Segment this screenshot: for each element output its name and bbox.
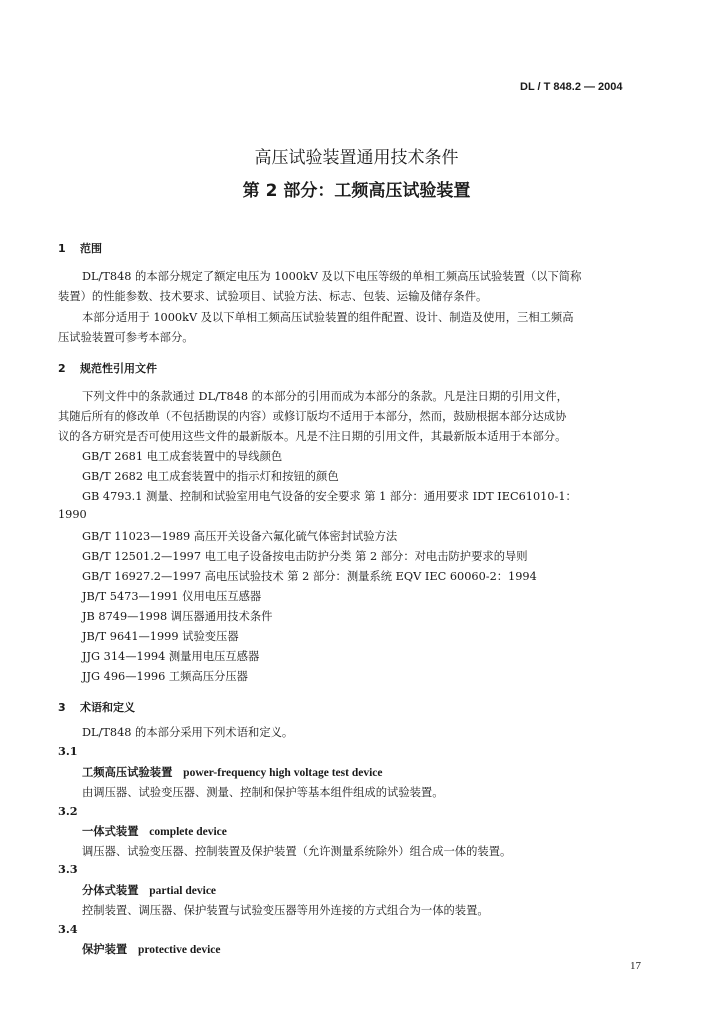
- title-line1: 高压试验装置通用技术条件: [254, 148, 459, 168]
- section-3-heading: [58, 699, 135, 715]
- section-2-heading: [58, 360, 157, 376]
- section-1-para2-line1: 本部分适用于 1000kV 及以下单相工频高压试验装置的组件配置、设计、制造及使用，三相工频高: [82, 311, 574, 324]
- term-en: protective device: [137, 944, 221, 956]
- term-number: 3.3: [58, 862, 78, 876]
- title-line2: 第 2 部分：工频高压试验装置: [242, 181, 471, 201]
- reference-item: JJG 496—1996 工频高压分压器: [82, 670, 248, 683]
- section-1-para2-line2: 压试验装置可参考本部分。: [58, 331, 194, 344]
- section-2-number: 2: [58, 362, 66, 375]
- section-1-number: 1: [58, 242, 66, 255]
- reference-item: GB/T 12501.2—1997 电工电子设备按电击防护分类 第 2 部分：对电击防护要求的导则: [82, 550, 528, 563]
- term-zh: 工频高压试验装置: [82, 765, 173, 779]
- term-definition: 控制装置、调压器、保护装置与试验变压器等用外连接的方式组合为一体的装置。: [82, 904, 489, 917]
- term-en: power-frequency high voltage test device: [183, 767, 383, 779]
- term-number: 3.4: [58, 922, 78, 936]
- reference-item-continuation: 1990: [58, 508, 87, 521]
- reference-item: GB/T 2681 电工成套装置中的导线颜色: [82, 450, 283, 463]
- section-3-title: 术语和定义: [80, 701, 135, 714]
- term-definition: 由调压器、试验变压器、测量、控制和保护等基本组件组成的试验装置。: [82, 786, 444, 799]
- term-definition: 调压器、试验变压器、控制装置及保护装置（允许测量系统除外）组合成一体的装置。: [82, 845, 512, 858]
- term-zh: 一体式装置: [82, 824, 139, 838]
- reference-item: GB/T 2682 电工成套装置中的指示灯和按钮的颜色: [82, 470, 339, 483]
- reference-item: JB/T 5473—1991 仪用电压互感器: [82, 590, 262, 603]
- reference-item: JB/T 9641—1999 试验变压器: [82, 630, 239, 643]
- term-number: 3.2: [58, 804, 78, 818]
- section-1-para1-line2: 装置）的性能参数、技术要求、试验项目、试验方法、标志、包装、运输及储存条件。: [58, 290, 488, 303]
- term-en: partial device: [149, 885, 217, 897]
- term-en: complete device: [149, 826, 227, 838]
- section-2-para-line1: 下列文件中的条款通过 DL/T848 的本部分的引用而成为本部分的条款。凡是注日期的引用文件，: [82, 390, 568, 403]
- section-3-intro: DL/T848 的本部分采用下列术语和定义。: [82, 726, 294, 739]
- section-3-number: 3: [58, 701, 66, 714]
- term-title: [82, 941, 220, 957]
- term-title: [82, 823, 227, 839]
- term-zh: 分体式装置: [82, 883, 139, 897]
- term-zh: 保护装置: [82, 942, 128, 956]
- standard-id: DL / T 848.2 — 2004: [520, 81, 623, 93]
- reference-item: JB 8749—1998 调压器通用技术条件: [82, 610, 273, 623]
- section-1-para1-line1: DL/T848 的本部分规定了额定电压为 1000kV 及以下电压等级的单相工频高压试验装置（以下简称: [82, 270, 582, 283]
- reference-item: GB/T 11023—1989 高压开关设备六氟化硫气体密封试验方法: [82, 530, 398, 543]
- term-title: [82, 882, 216, 898]
- term-number: 3.1: [58, 744, 78, 758]
- term-title: [82, 764, 382, 780]
- reference-item: GB/T 16927.2—1997 高电压试验技术 第 2 部分：测量系统 EQV IEC 60060-2：1994: [82, 570, 537, 583]
- section-2-para-line3: 议的各方研究是否可使用这些文件的最新版本。凡是不注日期的引用文件，其最新版本适用于本部分。: [58, 430, 567, 443]
- reference-item: JJG 314—1994 测量用电压互感器: [82, 650, 260, 663]
- page-number: 17: [630, 960, 641, 972]
- reference-item: GB 4793.1 测量、控制和试验室用电气设备的安全要求 第 1 部分：通用要求 IDT IEC61010-1：: [82, 490, 577, 503]
- section-2-para-line2: 其随后所有的修改单（不包括勘误的内容）或修订版均不适用于本部分，然而，鼓励根据本部分达成协: [58, 410, 567, 423]
- section-2-title: 规范性引用文件: [80, 362, 157, 375]
- section-1-title: 范围: [80, 242, 102, 255]
- section-1-heading: [58, 240, 102, 256]
